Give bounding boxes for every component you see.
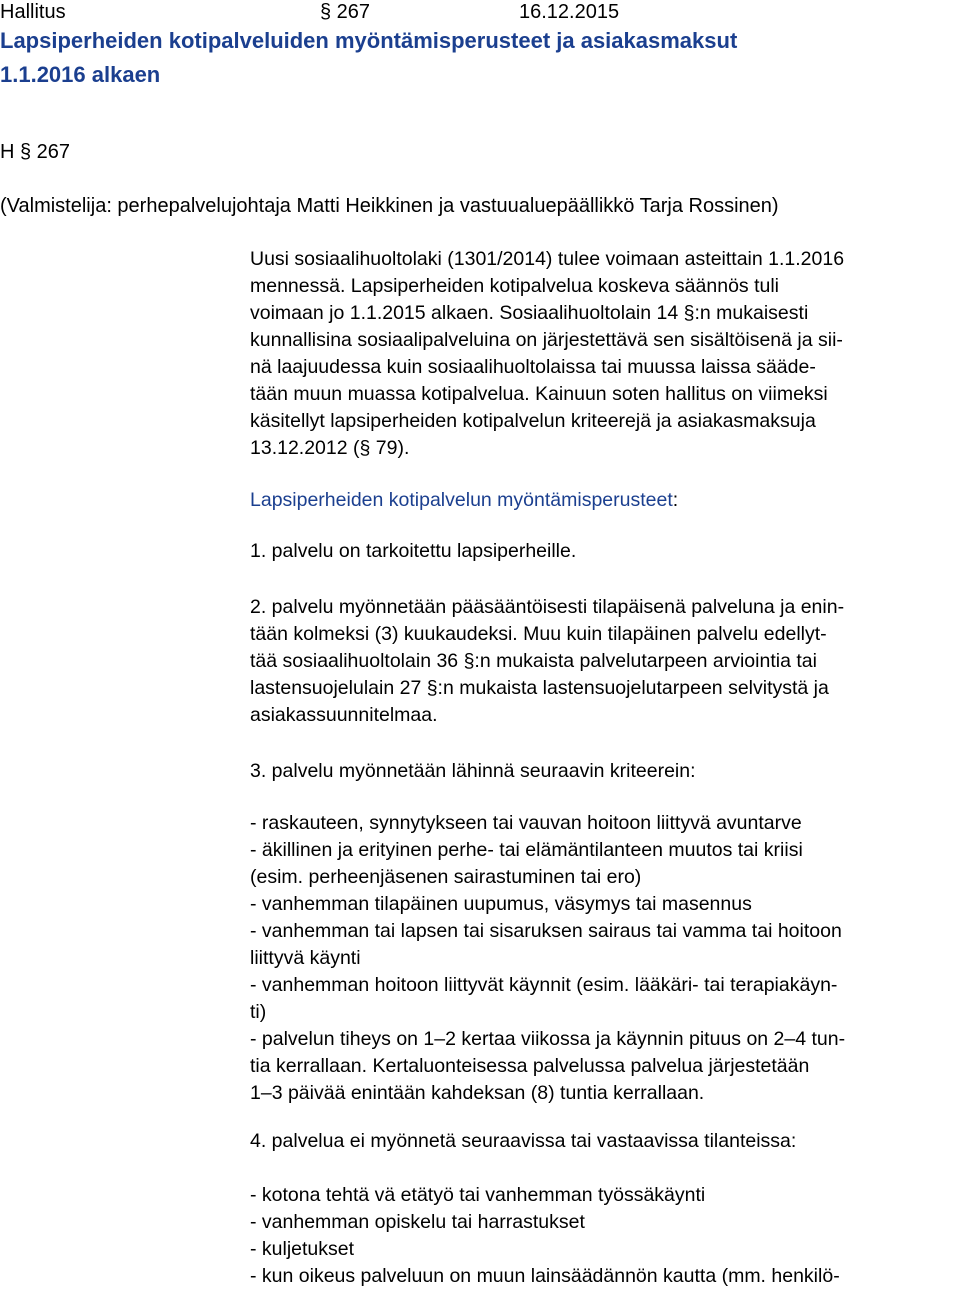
criterion-3-list [250,810,960,1107]
criterion-1-line: 1. palvelu on tarkoitettu lapsiperheille. [250,540,577,562]
intro-line: nä laajuudessa kuin sosiaalihuoltolaissa tai muussa laissa sääde- [250,356,816,378]
criterion-3-heading [250,758,960,785]
intro-line: 13.12.2012 (§ 79). [250,437,410,459]
list-item: 1–3 päivää enintään kahdeksan (8) tuntia kerrallaan. [250,1082,705,1104]
list-item: - vanhemman tai lapsen tai sisaruksen sairaus tai vamma tai hoitoon [250,920,842,942]
list-item: ti) [250,1001,267,1023]
criterion-2-line: lastensuojelulain 27 §:n mukaista lastensuojelutarpeen selvitystä ja [250,677,829,699]
intro-line: käsitellyt lapsiperheiden kotipalvelun kriteerejä ja asiakasmaksuja [250,410,816,432]
criterion-2-line: 2. palvelu myönnetään pääsääntöisesti tilapäisenä palveluna ja enin- [250,596,845,618]
criterion-4-heading [250,1128,960,1155]
criteria-heading-text: Lapsiperheiden kotipalvelun myöntämisperusteet [250,489,673,511]
criterion-2-line: asiakassuunnitelmaa. [250,704,438,726]
intro-line: tään muun muassa kotipalvelua. Kainuun soten hallitus on viimeksi [250,383,828,405]
section-number: § 267 [320,1,371,23]
list-item: - kotona tehtä vä etätyö tai vanhemman työssäkäynti [250,1184,706,1206]
criterion-2 [250,594,960,729]
criteria-heading-colon: : [672,489,679,511]
list-item: - vanhemman tilapäinen uupumus, väsymys tai masennus [250,893,752,915]
list-item: - vanhemman opiskelu tai harrastukset [250,1211,585,1233]
meeting-body: Hallitus [0,1,66,23]
preparer-note: (Valmistelija: perhepalvelujohtaja Matti Heikkinen ja vastuualuepäällikkö Tarja Rossinen) [0,195,779,217]
list-item: - palvelun tiheys on 1–2 kertaa viikossa ja käynnin pituus on 2–4 tun- [250,1028,846,1050]
document-title-line-2: 1.1.2016 alkaen [0,62,161,87]
list-item: (esim. perheenjäsenen sairastuminen tai ero) [250,866,642,888]
intro-paragraph [250,246,960,462]
criterion-4-list [250,1182,960,1290]
intro-line: mennessä. Lapsiperheiden kotipalvelua koskeva säännös tuli [250,275,780,297]
intro-line: voimaan jo 1.1.2015 alkaen. Sosiaalihuoltolain 14 §:n mukaisesti [250,302,809,324]
criterion-4-heading-line: 4. palvelua ei myönnetä seuraavissa tai vastaavissa tilanteissa: [250,1130,797,1152]
meeting-date: 16.12.2015 [519,1,620,23]
criterion-2-line: tää sosiaalihuoltolain 36 §:n mukaista palvelutarpeen arviointia tai [250,650,817,672]
list-item: - raskauteen, synnytykseen tai vauvan hoitoon liittyvä avuntarve [250,812,802,834]
intro-line: Uusi sosiaalihuoltolaki (1301/2014) tulee voimaan asteittain 1.1.2016 [250,248,845,270]
case-reference: H § 267 [0,141,71,163]
list-item: - vanhemman hoitoon liittyvät käynnit (esim. lääkäri- tai terapiakäyn- [250,974,838,996]
list-item: - kun oikeus palveluun on muun lainsäädännön kautta (mm. henkilö- [250,1265,840,1287]
criterion-1 [250,538,960,565]
list-item: - kuljetukset [250,1238,355,1260]
criterion-2-line: tään kolmeksi (3) kuukaudeksi. Muu kuin tilapäinen palvelu edellyt- [250,623,827,645]
list-item: - äkillinen ja erityinen perhe- tai elämäntilanteen muutos tai kriisi [250,839,803,861]
criterion-3-heading-line: 3. palvelu myönnetään lähinnä seuraavin kriteerein: [250,760,696,782]
document-title-line-1: Lapsiperheiden kotipalveluiden myöntämisperusteet ja asiakasmaksut [0,28,738,53]
intro-line: kunnallisina sosiaalipalveluina on järjestettävä sen sisältöisenä ja sii- [250,329,843,351]
criteria-heading [250,487,960,514]
document-title [0,24,960,92]
list-item: tia kerrallaan. Kertaluonteisessa palvelussa palvelua järjestetään [250,1055,810,1077]
list-item: liittyvä käynti [250,947,361,969]
